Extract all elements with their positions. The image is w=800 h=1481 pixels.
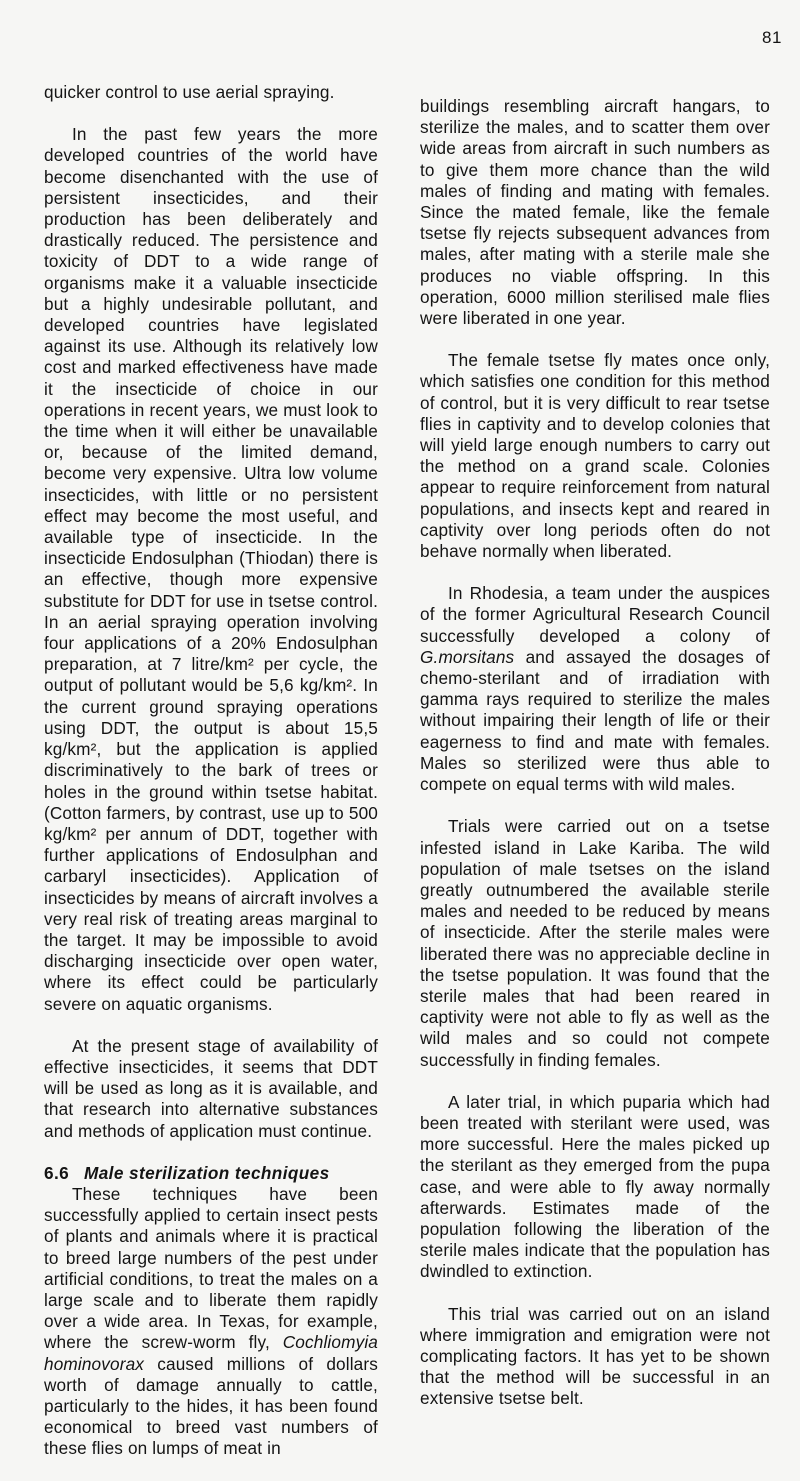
section-title: Male sterilization techniques xyxy=(84,1162,330,1183)
species-name: G.morsitans xyxy=(420,646,515,667)
paragraph-rhodesia: In Rhodesia, a team under the auspices of the former Agricultural Research Council successfully developed a colony of G.morsitans and assayed the dosages of chemo-sterilant and of irradiation with gamma rays required to sterilize the males without impairing their length of life or their eagerness to find and mate with females. Males so sterilized were thus able to compete on equal terms with wild males. xyxy=(420,583,770,795)
species-name: Cochliomyia hominovorax xyxy=(44,1332,378,1374)
paragraph-later-trial: A later trial, in which puparia which had been treated with sterilant were used, was more successful. Here the males picked up the sterilant as they emerged from the pupa case, and were able to fly away normally afterwards. Estimates made of the population following the liberation of the sterile males indicate that the population has dwindled to extinction. xyxy=(420,1091,770,1282)
section-number: 6.6 xyxy=(44,1162,70,1183)
page-number: 81 xyxy=(762,28,782,47)
paragraph-male-sterilization: These techniques have been successfully applied to certain insect pests of plants and animals where it is practical to breed large numbers of the pest under artificial conditions, to treat the males on a large scale and to liberate them rapidly over a wide area. In Texas, for example, where the screw-worm fly, Cochliomyia hominovorax caused millions of dollars worth of damage annually to cattle, particularly to the hides, it has been found economical to breed vast numbers of these flies on lumps of meat in xyxy=(44,1183,378,1459)
paragraph-female-tsetse: The female tsetse fly mates once only, which satisfies one condition for this method of control, but it is very difficult to rear tsetse flies in captivity and to develop colonies that will yield large enough numbers to carry out the method on a grand scale. Colonies appear to require reinforcement from natural populations, and insects kept and reared in captivity over long periods often do not behave normally when liberated. xyxy=(420,350,770,562)
right-column xyxy=(420,96,770,1431)
paragraph-kariba-trials: Trials were carried out on a tsetse infested island in Lake Kariba. The wild population of male tsetses on the island greatly outnumbered the available sterile males and needed to be reduced by means of insecticide. After the sterile males were liberated there was no appreciable decline in the tsetse population. It was found that the sterile males that had been reared in captivity were not able to fly as well as the wild males and so could not compete successfully in finding females. xyxy=(420,816,770,1070)
paragraph-island-trial: This trial was carried out on an island where immigration and emigration were not complicating factors. It has yet to be shown that the method will be successful in an extensive tsetse belt. xyxy=(420,1303,770,1409)
paragraph-continuation: quicker control to use aerial spraying. xyxy=(44,82,335,102)
paragraph-persistent-insecticides: In the past few years the more developed countries of the world have become disenchanted with the use of persistent insecticides, and their production has been deliberately and drastically reduced. The persistence and toxicity of DDT to a wide range of organisms make it a valuable insecticide but a highly undesirable pollutant, and developed countries have legislated against its use. Although its relatively low cost and marked effectiveness have made it the insecticide of choice in our operations in recent years, we must look to the time when it will either be unavailable or, because of the limited demand, become very expensive. Ultra low volume insecticides, with little or no persistent effect may become the most useful, and available type of insecticide. In the insecticide Endosulphan (Thiodan) there is an effective, though more expensive substitute for DDT for use in tsetse control. In an aerial spraying operation involving four applications of a 20% Endosulphan preparation, at 7 litre/km² per cycle, the output of pollutant would be 5,6 kg/km². In the current ground spraying operations using DDT, the output is about 15,5 kg/km², but the application is applied discriminatively to the bark of trees or holes in the ground within tsetse habitat. (Cotton farmers, by contrast, use up to 500 kg/km² per annum of DDT, together with further applications of Endosulphan and carbaryl insecticides). Application of insecticides by means of aircraft involves a very real risk of treating areas marginal to the target. It may be impossible to avoid discharging insecticide over open water, where its effect could be particularly severe on aquatic organisms. xyxy=(44,124,378,1014)
left-column xyxy=(44,82,378,1481)
section-heading xyxy=(44,1163,378,1184)
paragraph-hangars: buildings resembling aircraft hangars, to sterilize the males, and to scatter them over wide areas from aircraft in such numbers as to give them more chance than the wild males of finding and mating with females. Since the mated female, like the female tsetse fly rejects subsequent advances from males, after mating with a sterile male she produces no viable offspring. In this operation, 6000 million sterilised male flies were liberated in one year. xyxy=(420,96,770,329)
paragraph-effective-insecticides: At the present stage of availability of effective insecticides, it seems that DDT will be used as long as it is available, and that research into alternative substances and methods of application must continue. xyxy=(44,1035,378,1141)
